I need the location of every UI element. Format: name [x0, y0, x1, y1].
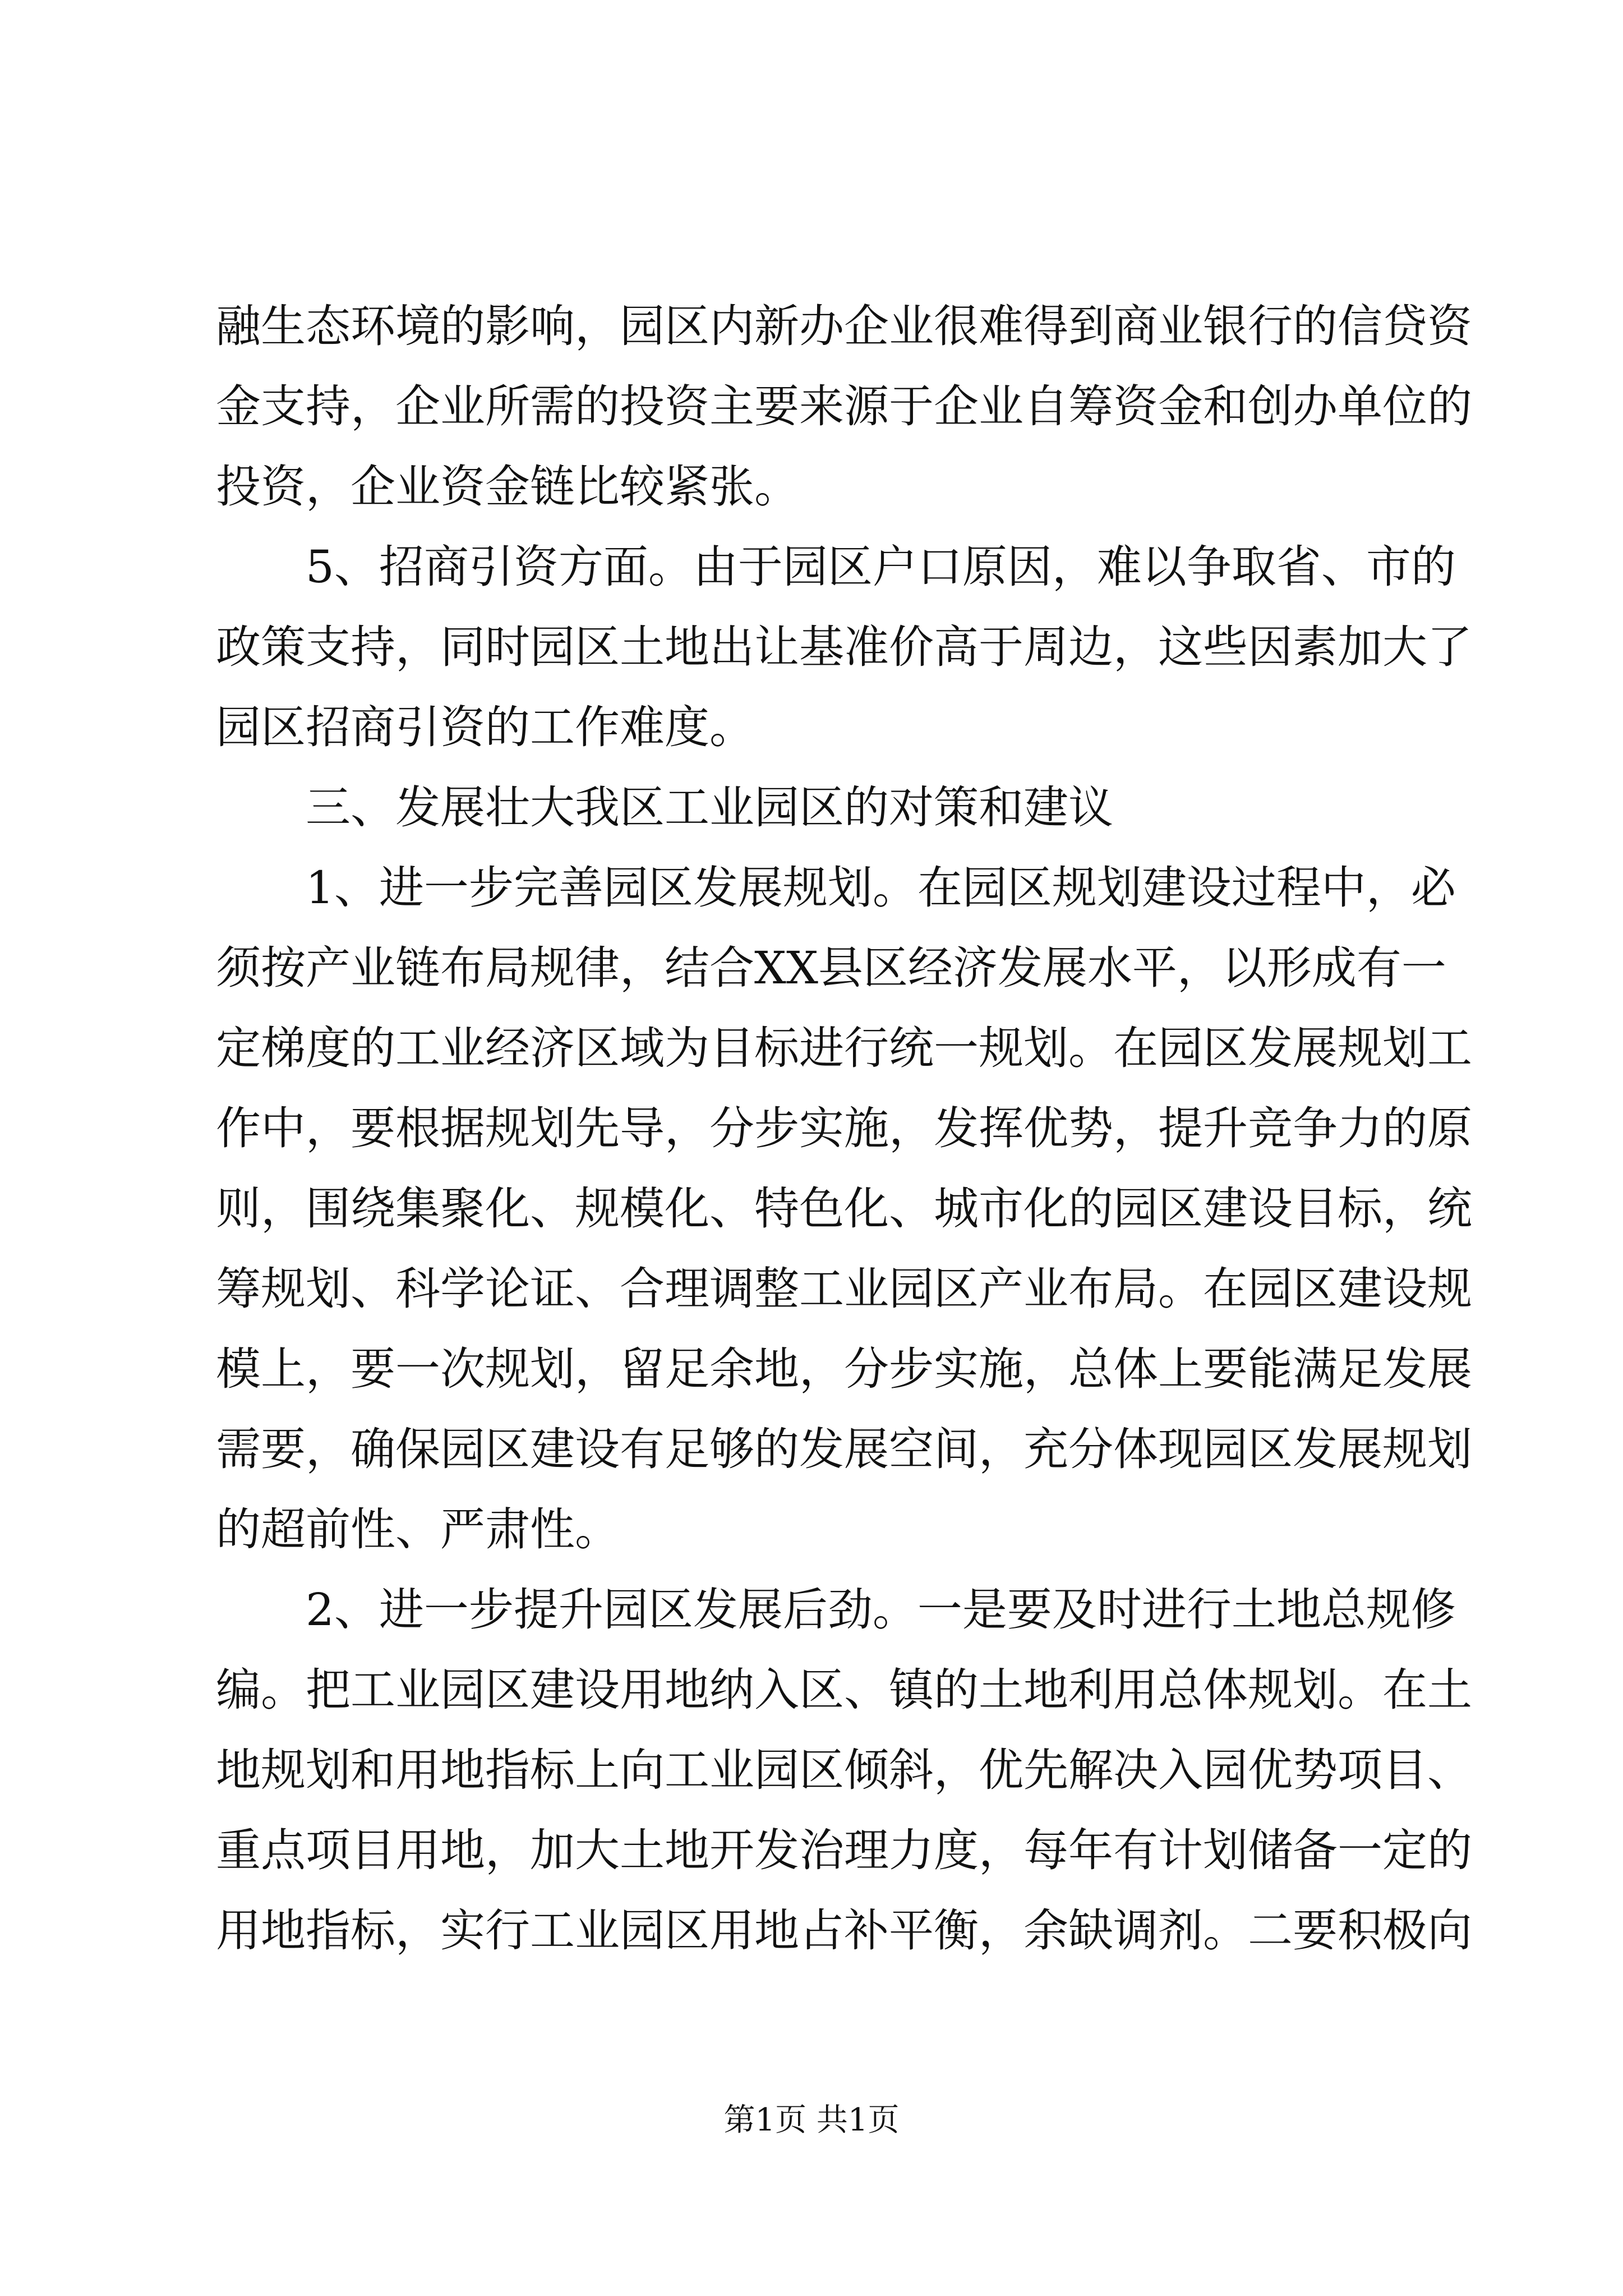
text-line: 则，围绕集聚化、规模化、特色化、城市化的园区建设目标，统	[216, 1182, 1472, 1235]
text-line: 园区招商引资的工作难度。	[216, 701, 754, 753]
page-number: 第1页 共1页	[723, 2102, 900, 2138]
text-line: 融生态环境的影响，园区内新办企业很难得到商业银行的信贷资	[216, 300, 1472, 352]
text-line: 重点项目用地，加大土地开发治理力度，每年有计划储备一定的	[216, 1824, 1472, 1876]
text-line: 须按产业链布局规律，结合XX县区经济发展水平，以形成有一	[216, 942, 1446, 994]
text-line: 定梯度的工业经济区域为目标进行统一规划。在园区发展规划工	[216, 1022, 1472, 1074]
text-line: 地规划和用地指标上向工业园区倾斜，优先解决入园优势项目、	[216, 1744, 1472, 1796]
text-line: 投资，企业资金链比较紧张。	[216, 461, 799, 513]
text-line: 的超前性、严肃性。	[216, 1503, 620, 1556]
text-line: 金支持，企业所需的投资主要来源于企业自筹资金和创办单位的	[216, 380, 1472, 432]
text-line: 筹规划、科学论证、合理调整工业园区产业布局。在园区建设规	[216, 1263, 1472, 1315]
text-line: 需要，确保园区建设有足够的发展空间，充分体现园区发展规划	[216, 1423, 1472, 1475]
page-footer	[0, 2098, 1623, 2143]
text-line: 编。把工业园区建设用地纳入区、镇的土地利用总体规划。在土	[216, 1664, 1472, 1716]
section-heading: 三、发展壮大我区工业园区的对策和建议	[306, 781, 1113, 834]
text-line: 作中，要根据规划先导，分步实施，发挥优势，提升竞争力的原	[216, 1102, 1472, 1154]
text-line: 1、进一步完善园区发展规划。在园区规划建设过程中，必	[306, 862, 1456, 914]
text-line: 2、进一步提升园区发展后劲。一是要及时进行土地总规修	[306, 1584, 1456, 1636]
text-line: 用地指标，实行工业园区用地占补平衡，余缺调剂。二要积极向	[216, 1904, 1472, 1957]
text-line: 模上，要一次规划，留足余地，分步实施，总体上要能满足发展	[216, 1343, 1472, 1395]
document-body	[216, 286, 1472, 1971]
text-line: 5、招商引资方面。由于园区户口原因，难以争取省、市的	[306, 541, 1456, 593]
text-line: 政策支持，同时园区土地出让基准价高于周边，这些因素加大了	[216, 621, 1472, 673]
